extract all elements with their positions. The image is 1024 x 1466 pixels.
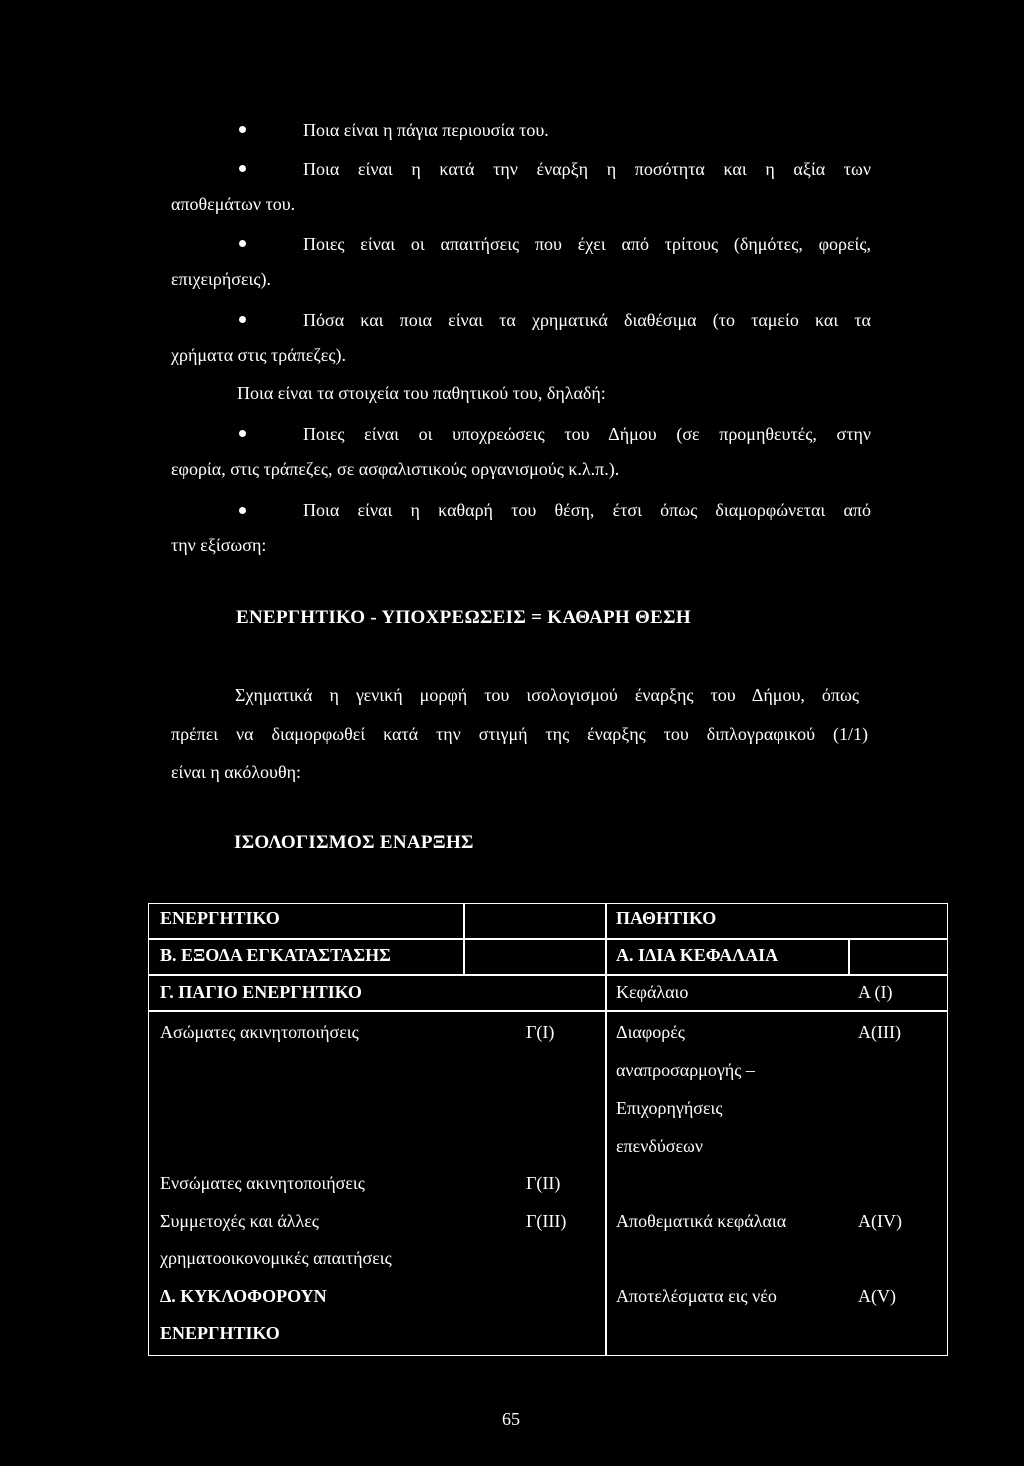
table-cell: χρηματοοικονομικές απαιτήσεις	[160, 1248, 392, 1268]
table-divider	[848, 939, 850, 975]
table-cell: Γ(Ι)	[526, 1022, 555, 1042]
table-cell: Επιχορηγήσεις	[616, 1098, 723, 1118]
table-header-assets: ΕΝΕΡΓΗΤΙΚΟ	[160, 908, 280, 928]
list-item: Ποια είναι η πάγια περιουσία του.	[303, 120, 549, 140]
table-cell: Αποθεματικά κεφάλαια	[616, 1211, 787, 1231]
bullet-dot	[239, 507, 246, 514]
table-cell: Γ(ΙΙ)	[526, 1173, 561, 1193]
table-cell: Α(ΙV)	[858, 1211, 902, 1231]
table-cell: Ενσώματες ακινητοποιήσεις	[160, 1173, 365, 1193]
list-item: Ποια είναι η καθαρή του θέση, έτσι όπως διαμορφώνεται από	[303, 500, 871, 520]
list-item-continuation: επιχειρήσεις).	[171, 269, 272, 289]
table-cell: επενδύσεων	[616, 1136, 703, 1156]
table-cell: Διαφορές	[616, 1022, 685, 1042]
bullet-dot	[239, 240, 246, 247]
bullet-dot	[239, 316, 246, 323]
table-divider	[605, 903, 607, 1356]
paragraph-line: πρέπει να διαμορφωθεί κατά την στιγμή της έναρξης του διπλογραφικού (1/1)	[171, 724, 868, 744]
table-divider	[148, 1010, 948, 1012]
bullet-dot	[239, 430, 246, 437]
list-item-continuation: αποθεμάτων του.	[171, 194, 296, 214]
table-cell: Γ(ΙΙΙ)	[526, 1211, 567, 1231]
bullet-dot	[239, 165, 246, 172]
table-cell: Ασώματες ακινητοποιήσεις	[160, 1022, 359, 1042]
list-item: Ποιες είναι οι υποχρεώσεις του Δήμου (σε προμηθευτές, στην	[303, 424, 871, 444]
table-cell: Α(ΙΙΙ)	[858, 1022, 901, 1042]
table-cell: Δ. ΚΥΚΛΟΦΟΡΟΥΝ	[160, 1286, 327, 1306]
table-cell: Β. ΕΞΟΔΑ ΕΓΚΑΤΑΣΤΑΣΗΣ	[160, 945, 391, 965]
list-item: Πόσα και ποια είναι τα χρηματικά διαθέσιμα (το ταμείο και τα	[303, 310, 871, 330]
table-cell: αναπροσαρμογής –	[616, 1060, 755, 1080]
page-number: 65	[502, 1409, 520, 1429]
liabilities-intro: Ποια είναι τα στοιχεία του παθητικού του, δηλαδή:	[237, 383, 606, 403]
list-item-continuation: εφορία, στις τράπεζες, σε ασφαλιστικούς οργανισμούς κ.λ.π.).	[171, 459, 620, 479]
paragraph-line: είναι η ακόλουθη:	[171, 762, 302, 782]
table-divider	[463, 903, 465, 939]
table-divider	[148, 974, 948, 976]
list-item-continuation: την εξίσωση:	[171, 535, 267, 555]
table-divider	[463, 939, 465, 975]
table-cell: Αποτελέσματα εις νέο	[616, 1286, 777, 1306]
list-item: Ποιες είναι οι απαιτήσεις που έχει από τρίτους (δημότες, φορείς,	[303, 234, 871, 254]
table-header-liabilities: ΠΑΘΗΤΙΚΟ	[616, 908, 717, 928]
table-cell: Α (Ι)	[858, 982, 893, 1002]
table-cell: Συμμετοχές και άλλες	[160, 1211, 319, 1231]
bullet-dot	[239, 126, 246, 133]
table-cell: Α(V)	[858, 1286, 896, 1306]
equation: ΕΝΕΡΓΗΤΙΚΟ - ΥΠΟΧΡΕΩΣΕΙΣ = ΚΑΘΑΡΗ ΘΕΣΗ	[236, 607, 691, 628]
table-cell: ΕΝΕΡΓΗΤΙΚΟ	[160, 1323, 280, 1343]
table-title: ΙΣΟΛΟΓΙΣΜΟΣ ΕΝΑΡΞΗΣ	[234, 832, 474, 853]
paragraph-line: Σχηματικά η γενική μορφή του ισολογισμού έναρξης του Δήμου, όπως	[235, 685, 859, 705]
table-cell: Κεφάλαιο	[616, 982, 689, 1002]
table-cell: Α. ΙΔΙΑ ΚΕΦΑΛΑΙΑ	[616, 945, 779, 965]
table-cell: Γ. ΠΑΓΙΟ ΕΝΕΡΓΗΤΙΚΟ	[160, 982, 362, 1002]
list-item-continuation: χρήματα στις τράπεζες).	[171, 345, 346, 365]
list-item: Ποια είναι η κατά την έναρξη η ποσότητα και η αξία των	[303, 159, 871, 179]
table-divider	[148, 938, 948, 940]
